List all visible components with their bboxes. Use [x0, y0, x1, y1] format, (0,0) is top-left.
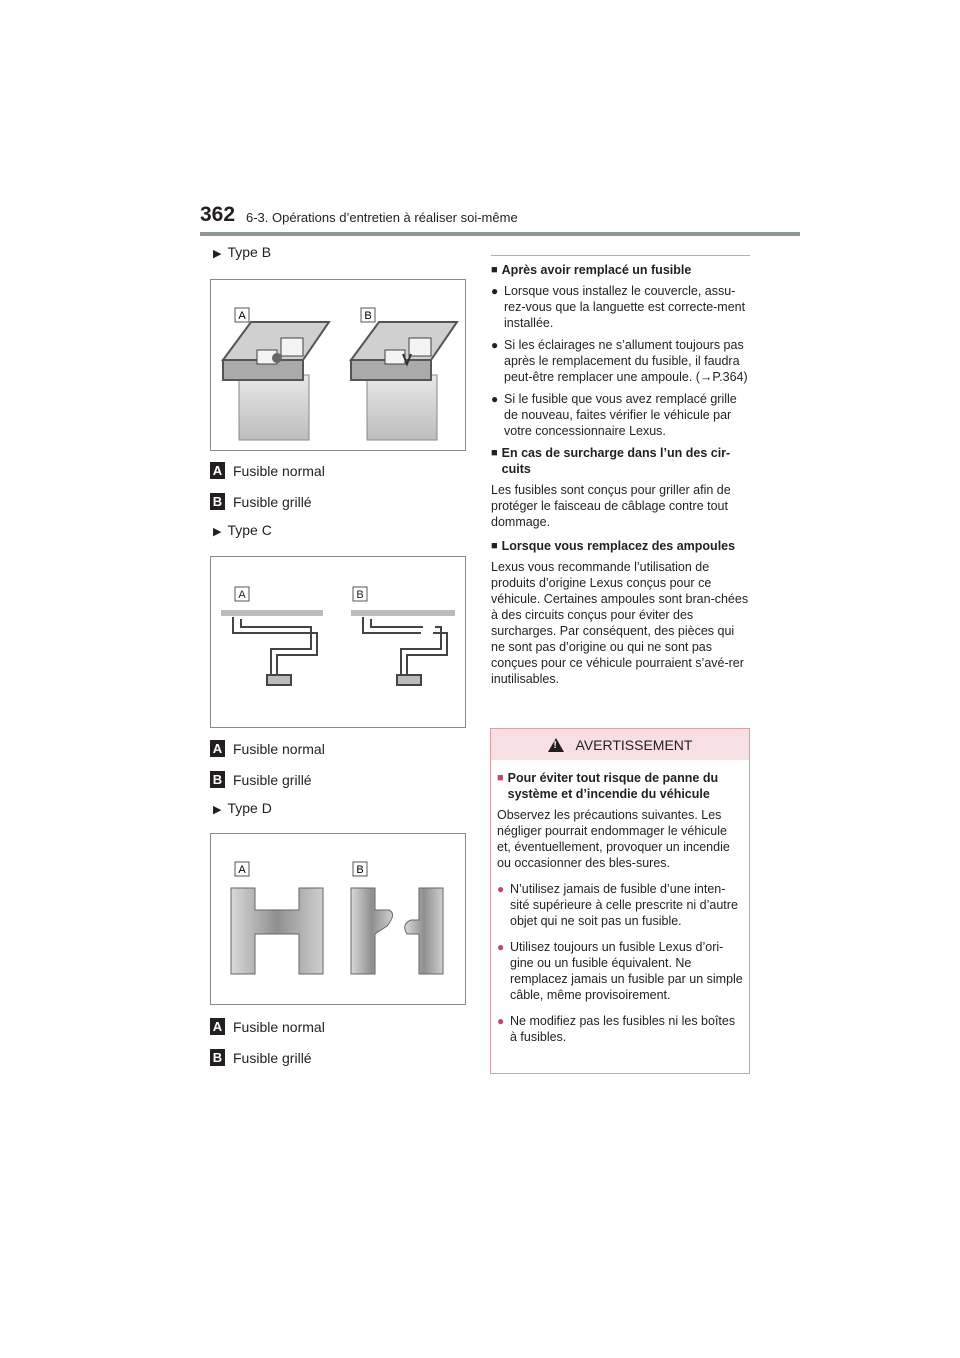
fuse-figure-type-b [210, 279, 466, 451]
triangle-bullet-icon: ▶ [213, 804, 222, 816]
fuse-d-blown-illustration [351, 862, 443, 974]
fig-label-a: A [238, 864, 246, 876]
square-bullet-icon: ■ [491, 264, 498, 276]
fuse-d-normal-illustration [231, 862, 323, 974]
warning-paragraph: Observez les précautions suivantes. Les négliger pourrait endommager le véhicule et, éventuellement, provoquer un incendie ou occasionner des bles-sures. [497, 808, 730, 870]
bullet-icon: ● [491, 284, 499, 298]
badge-b: B [210, 1049, 225, 1066]
bullet-icon: ● [491, 392, 499, 406]
warning-title: AVERTISSEMENT [575, 736, 693, 753]
heading-bulbs: ■ Lorsque vous remplacez des ampoules [491, 539, 736, 553]
caption-normal-b: A Fusible normal [210, 462, 325, 479]
fig-label-a: A [238, 310, 246, 322]
fig-label-b: B [356, 864, 364, 876]
fuse-c-normal-illustration [221, 587, 323, 685]
type-c-heading: ▶ Type C [213, 522, 272, 538]
badge-a: A [210, 462, 225, 479]
bullet-icon: ● [497, 1014, 505, 1028]
badge-b: B [210, 771, 225, 788]
bullet-icon: ● [491, 338, 499, 352]
bullet-item: ● Si les éclairages ne s’allument toujours pas après le remplacement du fusible, il faudra peut-être remplacer une ampoule. (→P.364) [491, 338, 748, 384]
triangle-bullet-icon: ▶ [213, 248, 222, 260]
warning-heading: ■ Pour éviter tout risque de panne du système et d’incendie du véhicule [497, 771, 719, 801]
caption-normal-c: A Fusible normal [210, 740, 325, 757]
right-column [491, 255, 750, 695]
badge-a: A [210, 740, 225, 757]
type-b-heading: ▶ Type B [213, 244, 272, 260]
bullet-icon: ● [497, 882, 505, 896]
warning-bullet: ● Ne modifiez pas les fusibles ni les boîtes à fusibles. [497, 1014, 736, 1044]
fig-label-a: A [238, 589, 246, 601]
caption-normal-d: A Fusible normal [210, 1018, 325, 1035]
fuse-figure-type-d [210, 833, 466, 1005]
caption-blown-b: B Fusible grillé [210, 493, 312, 510]
fig-label-b: B [364, 310, 372, 322]
caption-blown-c: B Fusible grillé [210, 771, 312, 788]
warning-bullet: ● Utilisez toujours un fusible Lexus d’ori-gine ou un fusible équivalent. Ne remplacez jamais un fusible par un simple câble, même provisoirement. [497, 940, 743, 1002]
square-bullet-icon: ■ [497, 772, 504, 784]
square-bullet-icon: ■ [491, 447, 498, 459]
paragraph-bulbs: Lexus vous recommande l’utilisation de produits d’origine Lexus conçus pour ce véhicule. Certaines ampoules sont bran-chées à des circuits conçus pour éviter des surcharges. Par conséquent, des pièces qui ne sont pas d’origine ou qui ne sont pas conçues pour ce véhicule pourraient s’avé-rer inutilisables. [491, 560, 749, 686]
fig-label-b: B [356, 589, 364, 601]
bullet-item: ● Lorsque vous installez le couvercle, assu-rez-vous que la languette est correcte-ment installée. [491, 284, 746, 330]
section-title: 6-3. Opérations d’entretien à réaliser soi-même [246, 210, 518, 225]
fuse-c-blown-illustration [351, 587, 455, 685]
badge-b: B [210, 493, 225, 510]
heading-overload: ■ En cas de surcharge dans l’un des cir-cuits [491, 446, 731, 476]
fuse-b-normal-illustration [223, 308, 329, 440]
caption-blown-d: B Fusible grillé [210, 1049, 312, 1066]
type-d-heading: ▶ Type D [213, 800, 272, 816]
page-number: 362 [200, 203, 236, 226]
bullet-item: ● Si le fusible que vous avez remplacé grille de nouveau, faites vérifier le véhicule par votre concessionnaire Lexus. [491, 392, 737, 438]
heading-after-replace: ■ Après avoir remplacé un fusible [491, 263, 692, 277]
warning-box [490, 728, 750, 1074]
badge-a: A [210, 1018, 225, 1035]
paragraph-overload: Les fusibles sont conçus pour griller afin de protéger le faisceau de câblage contre tout dommage. [491, 483, 731, 529]
warning-bullet: ● N’utilisez jamais de fusible d’une inten-sité supérieure à celle prescrite ni d’autre objet qui ne soit pas un fusible. [497, 882, 738, 928]
fuse-b-blown-illustration [351, 308, 457, 440]
square-bullet-icon: ■ [491, 540, 498, 552]
column-rule [491, 255, 750, 256]
warning-triangle-icon: ! [548, 738, 564, 752]
fuse-figure-type-c [210, 556, 466, 728]
warning-header [491, 729, 749, 760]
bullet-icon: ● [497, 940, 505, 954]
header-rule [200, 232, 800, 236]
triangle-bullet-icon: ▶ [213, 526, 222, 538]
